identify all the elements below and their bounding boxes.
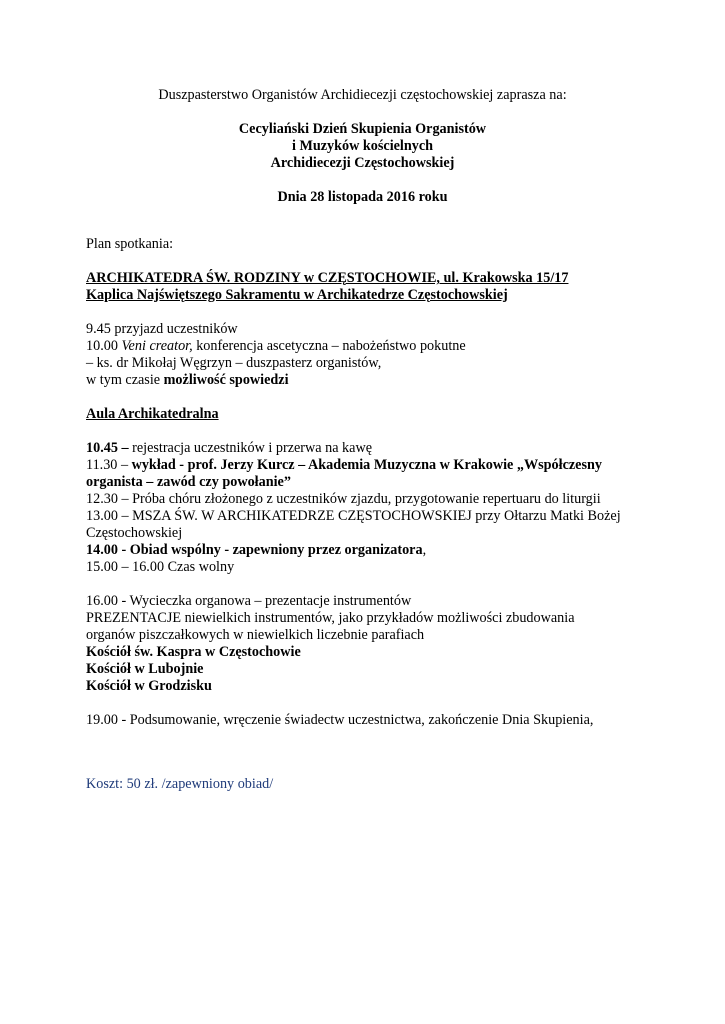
registration-item [86, 440, 372, 457]
venue1-line1: ARCHIKATEDRA ŚW. RODZINY w CZĘSTOCHOWIE, ul. Krakowska 15/17 [86, 270, 569, 286]
choir-item: 12.30 – Próba chóru złożonego z uczestników zjazdu, przygotowanie repertuaru do liturgii [86, 491, 601, 507]
conference-title: Veni creator, [121, 338, 193, 354]
free-time-item: 15.00 – 16.00 Czas wolny [86, 559, 235, 575]
event-title-line2: i Muzyków kościelnych [291, 138, 434, 154]
speaker-item: – ks. dr Mikołaj Węgrzyn – duszpasterz organistów, [86, 355, 382, 371]
plan-label: Plan spotkania: [86, 236, 174, 252]
event-title-line1: Cecyliański Dzień Skupienia Organistów [238, 121, 487, 137]
lecture-item [86, 457, 602, 474]
church-item: Kościół w Grodzisku [86, 678, 212, 694]
lecture-line2: organista – zawód czy powołanie” [86, 474, 291, 490]
closing-item: 19.00 - Podsumowanie, wręczenie świadectw uczestnictwa, zakończenie Dnia Skupienia, [86, 712, 594, 728]
conference-rest: konferencja ascetyczna – nabożeństwo pokutne [192, 338, 466, 354]
lunch-item [86, 542, 426, 559]
cost-note: Koszt: 50 zł. /zapewniony obiad/ [86, 776, 274, 792]
church-item: Kościół św. Kaspra w Częstochowie [86, 644, 301, 660]
registration-time: 10.45 – [86, 440, 129, 456]
event-date: Dnia 28 listopada 2016 roku [277, 189, 448, 205]
intro-text: Duszpasterstwo Organistów Archidiecezji częstochowskiej zaprasza na: [158, 87, 567, 103]
confession-item [86, 372, 289, 389]
lunch-rest: , [422, 542, 427, 558]
confession-prefix: w tym czasie [86, 372, 164, 388]
organ-tour-line1: 16.00 - Wycieczka organowa – prezentacje instrumentów [86, 593, 412, 609]
conference-time: 10.00 [86, 338, 122, 354]
arrival-item: 9.45 przyjazd uczestników [86, 321, 238, 337]
lunch-bold: 14.00 - Obiad wspólny - zapewniony przez organizatora [86, 542, 423, 558]
registration-rest: rejestracja uczestników i przerwa na kawę [128, 440, 372, 456]
mass-line1: 13.00 – MSZA ŚW. W ARCHIKATEDRZE CZĘSTOCHOWSKIEJ przy Ołtarzu Matki Bożej [86, 508, 621, 524]
organ-tour-line3: organów piszczałkowych w niewielkich liczebnie parafiach [86, 627, 425, 643]
venue2-heading: Aula Archikatedralna [86, 406, 219, 422]
mass-line2: Częstochowskiej [86, 525, 183, 541]
church-item: Kościół w Lubojnie [86, 661, 204, 677]
organ-tour-line2: PREZENTACJE niewielkich instrumentów, jako przykładów możliwości zbudowania [86, 610, 575, 626]
lecture-time: 11.30 – [86, 457, 132, 473]
lecture-line1: wykład - prof. Jerzy Kurcz – Akademia Muzyczna w Krakowie „Współczesny [131, 457, 602, 473]
confession-bold: możliwość spowiedzi [163, 372, 289, 388]
venue1-line2: Kaplica Najświętszego Sakramentu w Archikatedrze Częstochowskiej [86, 287, 508, 303]
conference-item [86, 338, 466, 355]
event-title-line3: Archidiecezji Częstochowskiej [270, 155, 455, 171]
